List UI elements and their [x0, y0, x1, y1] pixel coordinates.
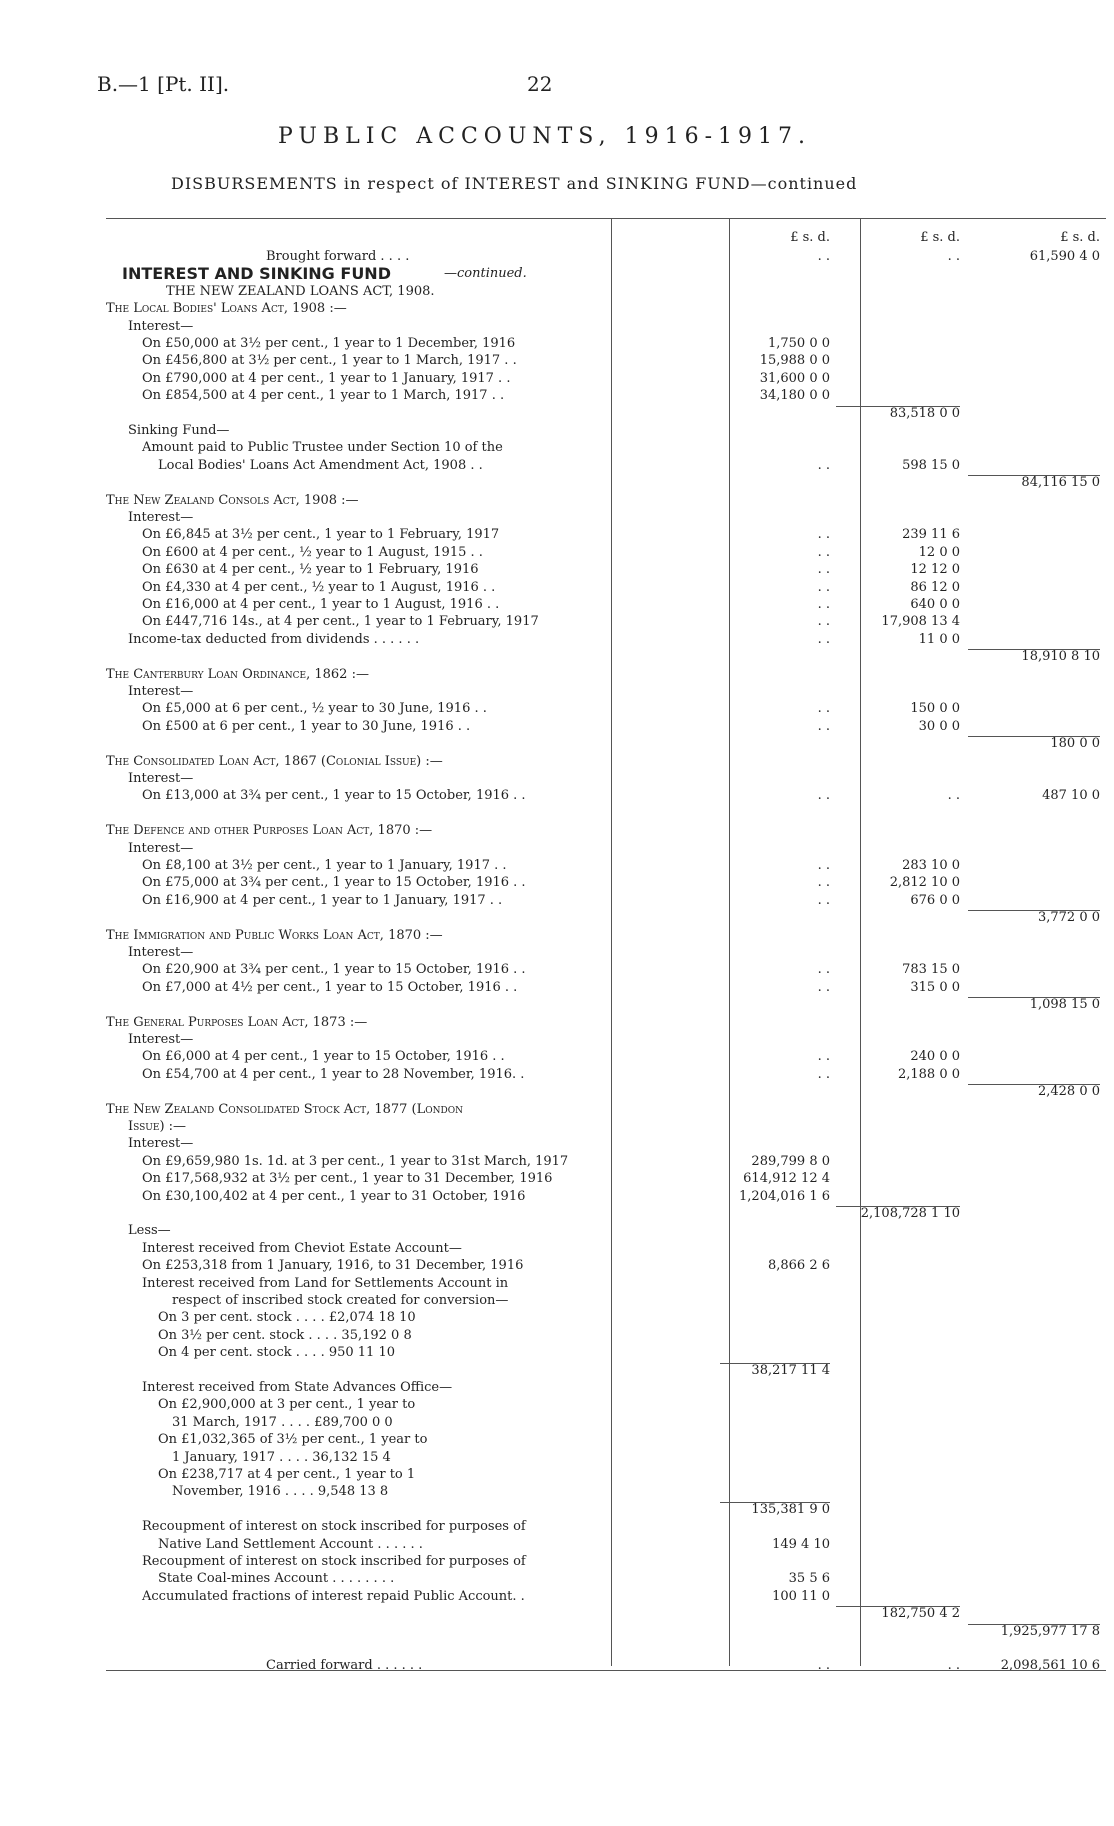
- table-row: [106, 909, 1106, 926]
- row-description: Local Bodies' Loans Act Amendment Act, 1908 . .: [158, 457, 483, 473]
- amount-c2: 2,812 10 0: [889, 875, 960, 891]
- table-row: [106, 1170, 1106, 1187]
- table-row: [106, 300, 1106, 317]
- amount-c1: . .: [817, 1066, 830, 1082]
- amount-c2: 598 15 0: [902, 457, 960, 473]
- table-row: [106, 979, 1106, 996]
- amount-c1: . .: [817, 1049, 830, 1065]
- continued-note: —continued.: [444, 266, 527, 282]
- table-row: [106, 596, 1106, 613]
- table-top-rule: [106, 218, 1106, 219]
- table-row: [106, 1605, 1106, 1622]
- row-description: On £13,000 at 3¾ per cent., 1 year to 15 October, 1916 . .: [142, 788, 526, 804]
- amount-c2: 17,908 13 4: [881, 614, 960, 630]
- row-description: Interest—: [128, 840, 194, 856]
- amount-c3: 84,116 15 0: [1021, 475, 1100, 491]
- table-row: [106, 283, 1106, 300]
- amount-c1: . .: [817, 1658, 830, 1674]
- table-row: [106, 1379, 1106, 1396]
- row-description: Interest received from Land for Settlements Account in: [142, 1275, 509, 1291]
- page-subtitle: DISBURSEMENTS in respect of INTEREST and SINKING FUND—continued: [171, 174, 858, 193]
- table-row: [106, 387, 1106, 404]
- table-row: [106, 457, 1106, 474]
- document-reference: B.—1 [Pt. II].: [97, 72, 230, 96]
- amount-c3: 180 0 0: [1050, 736, 1100, 752]
- table-row: [106, 1414, 1106, 1431]
- amount-c1: . .: [817, 544, 830, 560]
- amount-c1: . .: [817, 457, 830, 473]
- row-description: On £6,845 at 3½ per cent., 1 year to 1 February, 1917: [142, 527, 500, 543]
- table-row: [106, 335, 1106, 352]
- row-description: The Defence and other Purposes Loan Act, 1870 :—: [106, 823, 433, 839]
- column-rule: [611, 218, 612, 1666]
- amount-c3: 18,910 8 10: [1021, 649, 1100, 665]
- row-description: On £600 at 4 per cent., ½ year to 1 August, 1915 . .: [142, 544, 483, 560]
- table-row: [106, 439, 1106, 456]
- row-description: 31 March, 1917 . . . . £89,700 0 0: [172, 1414, 393, 1430]
- table-row: [106, 1483, 1106, 1500]
- table-row: [106, 1623, 1106, 1640]
- table-row: [106, 874, 1106, 891]
- row-description: On £8,100 at 3½ per cent., 1 year to 1 January, 1917 . .: [142, 858, 507, 873]
- row-description: On £500 at 6 per cent., 1 year to 30 June, 1916 . .: [142, 718, 471, 734]
- row-description: The Local Bodies' Loans Act, 1908 :—: [106, 301, 347, 317]
- table-row: [106, 666, 1106, 683]
- amount-c3: 2,428 0 0: [1037, 1084, 1100, 1100]
- table-row: [106, 613, 1106, 630]
- row-description: On £4,330 at 4 per cent., ½ year to 1 August, 1916 . .: [142, 579, 496, 595]
- amount-c2: 315 0 0: [910, 979, 960, 995]
- row-description: 1 January, 1917 . . . . 36,132 15 4: [172, 1449, 391, 1465]
- row-description: The Consolidated Loan Act, 1867 (Colonial Issue) :—: [106, 753, 443, 769]
- table-row: [106, 1466, 1106, 1483]
- row-description: On £16,000 at 4 per cent., 1 year to 1 August, 1916 . .: [142, 597, 500, 612]
- subtotal-rule: [968, 910, 1100, 911]
- table-row: [106, 1101, 1106, 1118]
- amount-c1: . .: [817, 858, 830, 873]
- row-description: Interest—: [128, 1032, 194, 1047]
- table-row: [106, 683, 1106, 700]
- row-description: Less—: [128, 1223, 171, 1239]
- table-row: [106, 753, 1106, 770]
- table-row: [106, 1327, 1106, 1344]
- amount-c1: 135,381 9 0: [751, 1501, 830, 1517]
- table-row: [106, 1188, 1106, 1205]
- table-row: [106, 631, 1106, 648]
- row-description: Interest—: [128, 771, 194, 786]
- amount-c2: 676 0 0: [910, 892, 960, 908]
- row-description: State Coal-mines Account . . . . . . . .: [158, 1571, 395, 1587]
- amount-c1: . .: [817, 614, 830, 630]
- amount-c2: 182,750 4 2: [881, 1606, 960, 1622]
- table-row: [106, 370, 1106, 387]
- table-row: [106, 1431, 1106, 1448]
- row-description: The New Zealand Consolidated Stock Act, 1877 (London: [106, 1101, 463, 1117]
- subtotal-rule: [968, 475, 1100, 476]
- amount-c2: 30 0 0: [918, 718, 960, 734]
- row-description: Interest—: [128, 318, 194, 334]
- amount-c2: 83,518 0 0: [889, 405, 960, 421]
- table-row: [106, 1344, 1106, 1361]
- subtotal-rule: [836, 406, 960, 407]
- table-row: [106, 1048, 1106, 1065]
- table-row: [106, 1518, 1106, 1535]
- row-description: Sinking Fund—: [128, 423, 230, 438]
- subtotal-rule: [968, 649, 1100, 650]
- table-row: [106, 1553, 1106, 1570]
- amount-c2: 86 12 0: [910, 579, 960, 595]
- row-description: Accumulated fractions of interest repaid Public Account. .: [142, 1588, 525, 1604]
- row-description: On £447,716 14s., at 4 per cent., 1 year to 1 February, 1917: [142, 614, 539, 630]
- row-description: On £790,000 at 4 per cent., 1 year to 1 January, 1917 . .: [142, 370, 511, 386]
- column-rule: [729, 218, 730, 1666]
- amount-c1: . .: [817, 892, 830, 908]
- amount-c2: 783 15 0: [902, 962, 960, 978]
- amount-c2: 240 0 0: [910, 1049, 960, 1065]
- row-description: On £54,700 at 4 per cent., 1 year to 28 November, 1916. .: [142, 1066, 525, 1082]
- row-description: THE NEW ZEALAND LOANS ACT, 1908.: [166, 283, 435, 299]
- table-row: [106, 544, 1106, 561]
- row-description: The Canterbury Loan Ordinance, 1862 :—: [106, 666, 369, 682]
- amount-c1: 35 5 6: [788, 1571, 830, 1587]
- amount-c2: 12 12 0: [910, 562, 960, 578]
- amount-c1: 34,180 0 0: [759, 388, 830, 404]
- table-row: [106, 1640, 1106, 1657]
- amount-c2: 640 0 0: [910, 597, 960, 612]
- amount-c1: . .: [817, 701, 830, 717]
- row-description: respect of inscribed stock created for conversion—: [172, 1293, 509, 1308]
- row-description: On £5,000 at 6 per cent., ½ year to 30 June, 1916 . .: [142, 701, 487, 717]
- amount-c1: 289,799 8 0: [751, 1153, 830, 1169]
- row-description: On £253,318 from 1 January, 1916, to 31 December, 1916: [142, 1258, 524, 1274]
- table-row: [106, 944, 1106, 961]
- table-row: [106, 1449, 1106, 1466]
- table-row: [106, 1501, 1106, 1518]
- table-row: [106, 1205, 1106, 1222]
- page-title: PUBLIC ACCOUNTS, 1916-1917.: [278, 124, 811, 149]
- amount-c2: . .: [947, 788, 960, 804]
- table-row: [106, 492, 1106, 509]
- subtotal-rule: [968, 997, 1100, 998]
- row-description: On £630 at 4 per cent., ½ year to 1 February, 1916: [142, 562, 479, 578]
- table-row: [106, 718, 1106, 735]
- row-description: On £854,500 at 4 per cent., 1 year to 1 March, 1917 . .: [142, 388, 505, 404]
- table-row: [106, 1536, 1106, 1553]
- row-description: On £1,032,365 of 3½ per cent., 1 year to: [158, 1432, 428, 1448]
- amount-c1: 1,204,016 1 6: [739, 1188, 830, 1204]
- page-number: 22: [527, 72, 553, 96]
- row-description: Recoupment of interest on stock inscribed for purposes of: [142, 1519, 526, 1535]
- amount-c1: . .: [817, 597, 830, 612]
- amount-c3: 61,590 4 0: [1029, 249, 1100, 264]
- amount-c1: . .: [817, 875, 830, 891]
- amount-c1: 614,912 12 4: [743, 1171, 830, 1187]
- subtotal-rule: [836, 1206, 960, 1207]
- table-row: [106, 805, 1106, 822]
- subtotal-rule: [968, 1624, 1100, 1625]
- table-row: [106, 1396, 1106, 1413]
- amount-c2: 2,108,728 1 10: [860, 1206, 960, 1221]
- table-row: [106, 1031, 1106, 1048]
- amount-c1: 38,217 11 4: [751, 1362, 830, 1378]
- table-row: [106, 1275, 1106, 1292]
- row-description: Income-tax deducted from dividends . . . . . .: [128, 631, 420, 647]
- table-row: [106, 840, 1106, 857]
- table-row: [106, 1066, 1106, 1083]
- table-row: [106, 1657, 1106, 1674]
- row-description: On £16,900 at 4 per cent., 1 year to 1 January, 1917 . .: [142, 892, 503, 908]
- subtotal-rule: [968, 1084, 1100, 1085]
- row-description: On £17,568,932 at 3½ per cent., 1 year to 31 December, 1916: [142, 1171, 553, 1187]
- subtotal-rule: [968, 736, 1100, 737]
- row-description: November, 1916 . . . . 9,548 13 8: [172, 1484, 389, 1500]
- amount-c1: . .: [817, 631, 830, 647]
- table-row: [106, 996, 1106, 1013]
- amount-c1: . .: [817, 562, 830, 578]
- amount-c1: . .: [817, 527, 830, 543]
- amount-c1: . .: [817, 579, 830, 595]
- table-row: [106, 787, 1106, 804]
- row-description: On 3½ per cent. stock . . . . 35,192 0 8: [158, 1327, 412, 1343]
- row-description: On £238,717 at 4 per cent., 1 year to 1: [158, 1467, 416, 1482]
- row-description: Carried forward . . . . . .: [266, 1658, 423, 1674]
- amount-c1: . .: [817, 962, 830, 978]
- amount-c1: 100 11 0: [772, 1588, 830, 1604]
- table-row: [106, 1292, 1106, 1309]
- row-description: Native Land Settlement Account . . . . . .: [158, 1536, 423, 1552]
- table-row: [106, 1083, 1106, 1100]
- table-row: [106, 526, 1106, 543]
- row-description: The New Zealand Consols Act, 1908 :—: [106, 492, 359, 508]
- amount-c3: 487 10 0: [1042, 788, 1100, 804]
- row-description: Brought forward . . . .: [266, 249, 410, 264]
- table-row: [106, 1570, 1106, 1587]
- row-description: The General Purposes Loan Act, 1873 :—: [106, 1014, 368, 1030]
- subtotal-rule: [720, 1363, 830, 1364]
- table-row: [106, 648, 1106, 665]
- column-heading-3: £ s. d.: [1060, 230, 1100, 245]
- amount-c2: 239 11 6: [902, 527, 960, 543]
- amount-c1: 8,866 2 6: [767, 1258, 830, 1274]
- table-row: [106, 265, 1106, 282]
- table-row: [106, 1135, 1106, 1152]
- table-row: [106, 822, 1106, 839]
- table-row: [106, 735, 1106, 752]
- row-description: The Immigration and Public Works Loan Act, 1870 :—: [106, 927, 443, 943]
- column-heading-2: £ s. d.: [920, 230, 960, 245]
- amount-c1: . .: [817, 249, 830, 264]
- column-rule: [860, 218, 861, 1666]
- table-row: [106, 1588, 1106, 1605]
- amount-c2: 150 0 0: [910, 701, 960, 717]
- amount-c1: 15,988 0 0: [759, 353, 830, 369]
- amount-c1: . .: [817, 979, 830, 995]
- table-row: [106, 857, 1106, 874]
- row-description: On £7,000 at 4½ per cent., 1 year to 15 October, 1916 . .: [142, 979, 518, 995]
- subtotal-rule: [720, 1502, 830, 1503]
- table-row: [106, 927, 1106, 944]
- row-description: Interest received from Cheviot Estate Account—: [142, 1240, 462, 1256]
- row-description: On 3 per cent. stock . . . . £2,074 18 10: [158, 1310, 416, 1326]
- row-description: Interest—: [128, 945, 194, 960]
- table-row: [106, 1222, 1106, 1239]
- amount-c3: 2,098,561 10 6: [1000, 1658, 1100, 1674]
- table-row: [106, 561, 1106, 578]
- amount-c1: . .: [817, 718, 830, 734]
- amount-c3: 3,772 0 0: [1037, 910, 1100, 926]
- amount-c3: 1,925,977 17 8: [1000, 1623, 1100, 1639]
- amount-c1: 31,600 0 0: [759, 370, 830, 386]
- row-description: Interest received from State Advances Office—: [142, 1380, 453, 1395]
- table-row: [106, 1309, 1106, 1326]
- row-description: INTEREST AND SINKING FUND: [122, 264, 391, 284]
- row-description: On 4 per cent. stock . . . . 950 11 10: [158, 1345, 395, 1361]
- row-description: On £20,900 at 3¾ per cent., 1 year to 15 October, 1916 . .: [142, 962, 526, 978]
- table-row: [106, 248, 1106, 265]
- table-row: [106, 892, 1106, 909]
- amount-c2: 11 0 0: [918, 631, 960, 647]
- row-description: On £30,100,402 at 4 per cent., 1 year to 31 October, 1916: [142, 1188, 526, 1204]
- table-row: [106, 405, 1106, 422]
- table-row: [106, 1014, 1106, 1031]
- amount-c1: 1,750 0 0: [767, 336, 830, 351]
- column-heading-1: £ s. d.: [790, 230, 830, 245]
- row-description: On £6,000 at 4 per cent., 1 year to 15 October, 1916 . .: [142, 1049, 505, 1065]
- amount-c2: 12 0 0: [918, 544, 960, 560]
- table-bottom-rule: [106, 1670, 1106, 1671]
- table-row: [106, 961, 1106, 978]
- row-description: On £2,900,000 at 3 per cent., 1 year to: [158, 1397, 416, 1413]
- table-row: [106, 579, 1106, 596]
- table-row: [106, 352, 1106, 369]
- amount-c2: 2,188 0 0: [897, 1066, 960, 1082]
- table-row: [106, 1153, 1106, 1170]
- table-row: [106, 1257, 1106, 1274]
- row-description: Interest—: [128, 510, 194, 525]
- amount-c2: . .: [947, 249, 960, 264]
- row-description: Issue) :—: [128, 1119, 187, 1134]
- row-description: On £75,000 at 3¾ per cent., 1 year to 15 October, 1916 . .: [142, 875, 526, 891]
- amount-c1: 149 4 10: [772, 1536, 830, 1552]
- row-description: On £9,659,980 1s. 1d. at 3 per cent., 1 year to 31st March, 1917: [142, 1153, 569, 1169]
- amount-c3: 1,098 15 0: [1029, 997, 1100, 1013]
- table-row: [106, 1118, 1106, 1135]
- row-description: Amount paid to Public Trustee under Section 10 of the: [142, 440, 503, 456]
- amount-c1: . .: [817, 788, 830, 804]
- table-row: [106, 422, 1106, 439]
- table-row: [106, 318, 1106, 335]
- row-description: Interest—: [128, 684, 194, 699]
- row-description: Recoupment of interest on stock inscribed for purposes of: [142, 1554, 526, 1569]
- amount-c2: 283 10 0: [902, 858, 960, 873]
- row-description: Interest—: [128, 1136, 194, 1152]
- table-row: [106, 1362, 1106, 1379]
- table-row: [106, 700, 1106, 717]
- table-row: [106, 770, 1106, 787]
- table-row: [106, 474, 1106, 491]
- table-row: [106, 509, 1106, 526]
- row-description: On £456,800 at 3½ per cent., 1 year to 1 March, 1917 . .: [142, 353, 517, 369]
- table-row: [106, 1240, 1106, 1257]
- row-description: On £50,000 at 3½ per cent., 1 year to 1 December, 1916: [142, 336, 516, 351]
- amount-c2: . .: [947, 1658, 960, 1674]
- subtotal-rule: [836, 1606, 960, 1607]
